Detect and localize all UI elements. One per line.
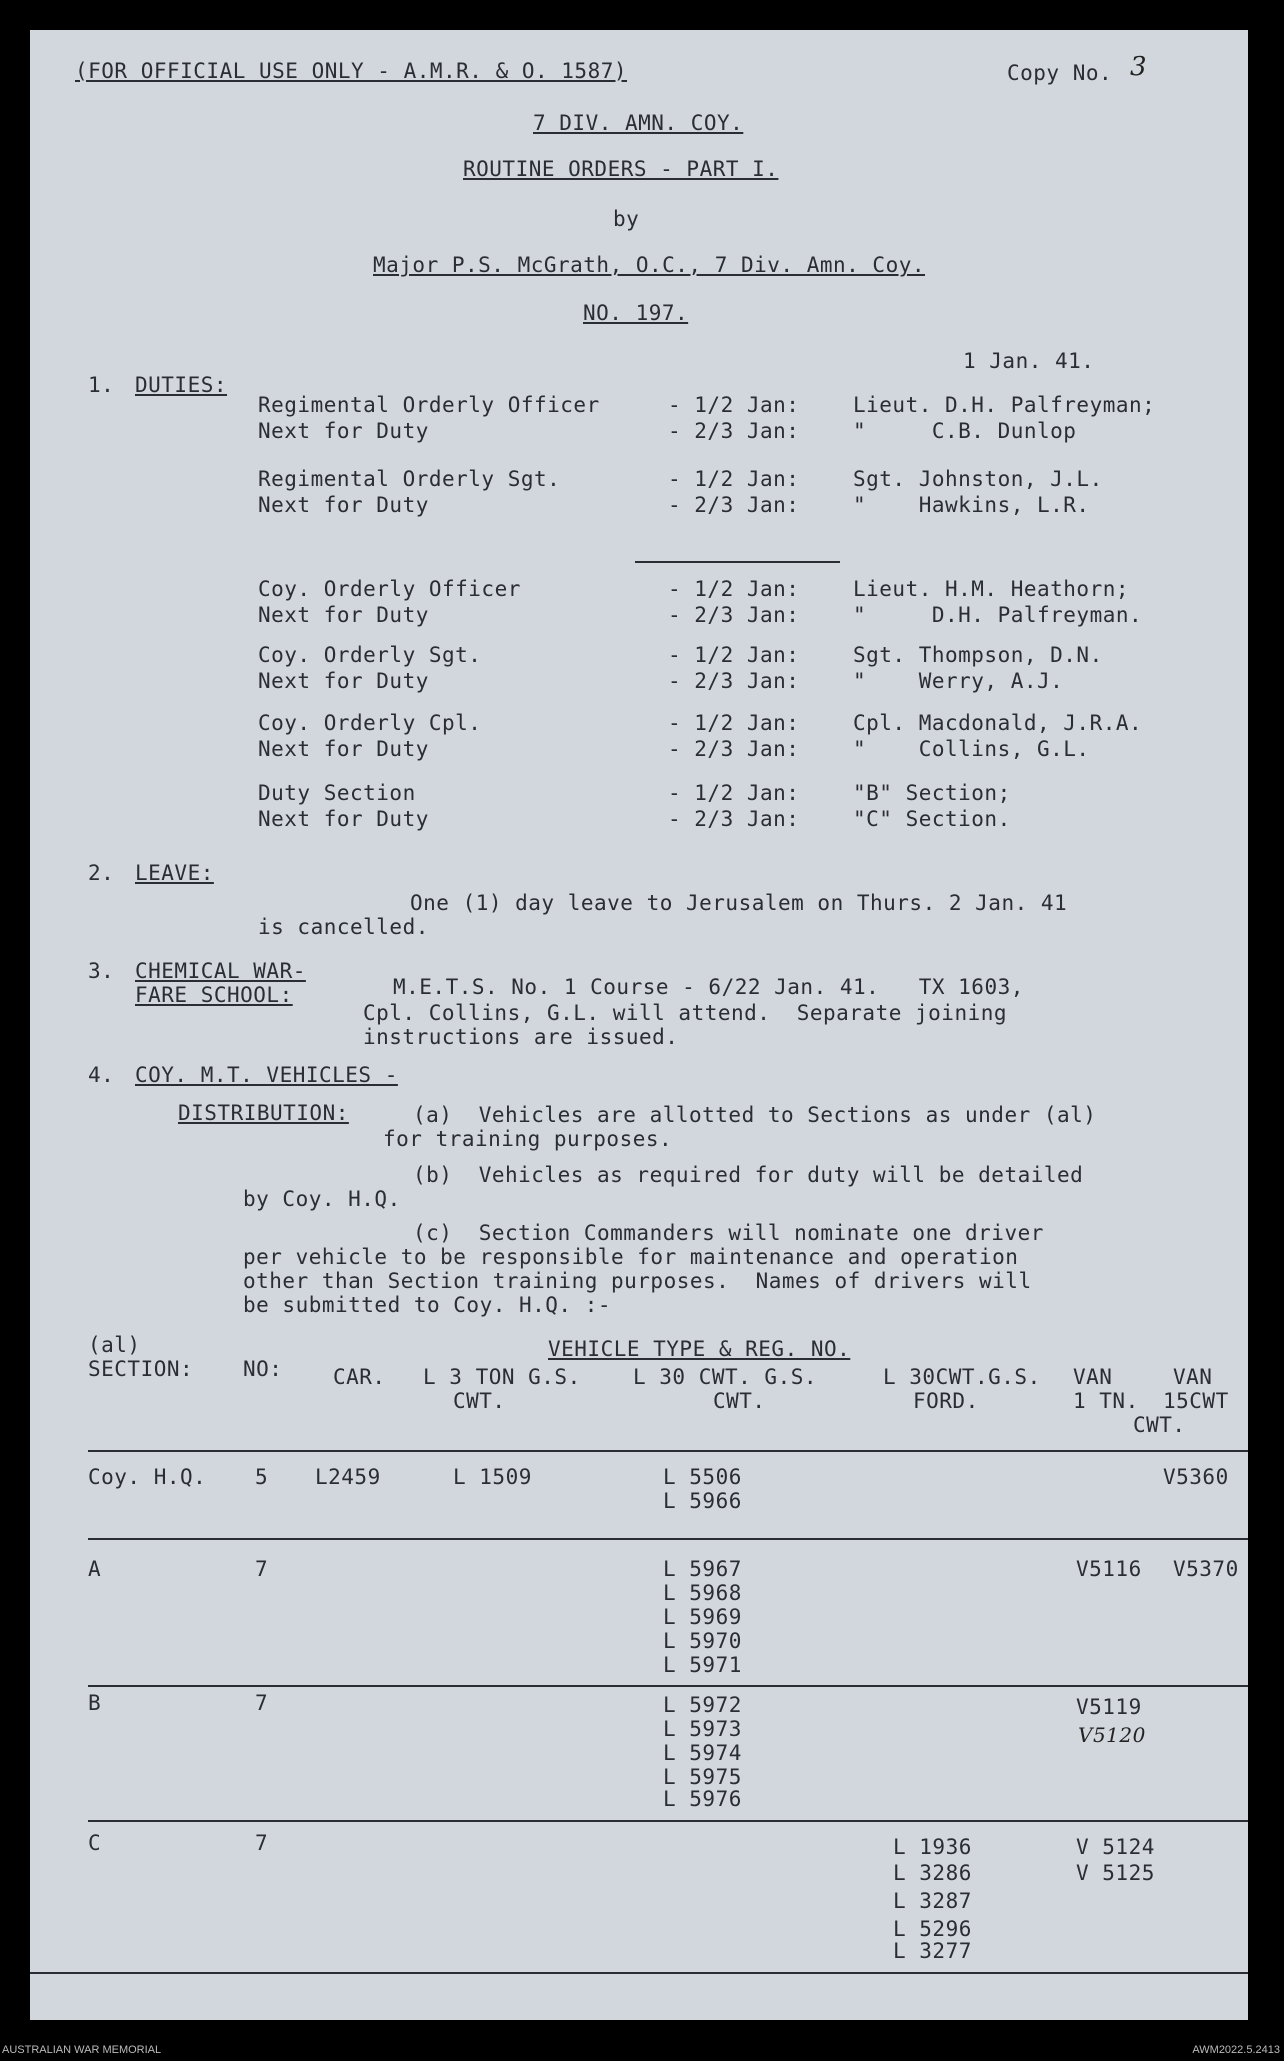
duty-role: Coy. Orderly Officer	[258, 577, 521, 601]
row-cwt30: L 5971	[663, 1653, 742, 1677]
van2-header: VAN	[1173, 1365, 1213, 1389]
duty-role: Coy. Orderly Cpl.	[258, 711, 482, 735]
copy-label: Copy No.	[1007, 61, 1113, 85]
van2-subheader: 15CWT	[1163, 1389, 1229, 1413]
para-a-2: for training purposes.	[383, 1127, 673, 1151]
ton3-header: L 3 TON G.S.	[423, 1365, 581, 1389]
duty-person: " D.H. Palfreyman.	[853, 603, 1143, 627]
row-no: 7	[255, 1831, 269, 1855]
cwt30-header: L 30 CWT. G.S.	[633, 1365, 818, 1389]
vehicles-number: 4.	[88, 1063, 115, 1087]
ford-subheader: FORD.	[913, 1389, 979, 1413]
duty-role: Next for Duty	[258, 807, 429, 831]
table-rule	[88, 1820, 1248, 1822]
row-cwt30: L 5975	[663, 1765, 742, 1789]
row-cwt30: L 5973	[663, 1717, 742, 1741]
duty-role: Regimental Orderly Sgt.	[258, 467, 561, 491]
restriction-notice: (FOR OFFICIAL USE ONLY - A.M.R. & O. 1587)	[75, 59, 628, 83]
para-b-2: by Coy. H.Q.	[243, 1187, 401, 1211]
row-van1: V5116	[1076, 1557, 1142, 1581]
row-no: 5	[255, 1465, 269, 1489]
duty-person: Lieut. D.H. Palfreyman;	[853, 393, 1156, 417]
table-ref: (al)	[88, 1333, 141, 1357]
order-number: NO. 197.	[583, 301, 689, 325]
duty-person: "C" Section.	[853, 807, 1011, 831]
chemical-heading-1: CHEMICAL WAR-	[135, 959, 306, 983]
row-cwt30: L 5972	[663, 1693, 742, 1717]
row-van1: V 5124	[1076, 1835, 1155, 1859]
row-ford: L 3287	[893, 1889, 972, 1913]
duty-person: Sgt. Thompson, D.N.	[853, 643, 1103, 667]
duty-date: - 1/2 Jan:	[668, 711, 800, 735]
ford-header: L 30CWT.G.S.	[883, 1365, 1041, 1389]
row-van1: V5119	[1076, 1695, 1142, 1719]
duty-role: Coy. Orderly Sgt.	[258, 643, 482, 667]
duty-role: Duty Section	[258, 781, 416, 805]
duty-person: " C.B. Dunlop	[853, 419, 1077, 443]
separator-line	[635, 561, 840, 563]
duty-date: - 1/2 Jan:	[668, 577, 800, 601]
duty-role: Next for Duty	[258, 737, 429, 761]
row-van2: V5360	[1163, 1465, 1229, 1489]
car-header: CAR.	[333, 1365, 386, 1389]
chemical-text-3: instructions are issued.	[363, 1025, 679, 1049]
duties-number: 1.	[88, 373, 115, 397]
row-section: A	[88, 1557, 102, 1581]
by-text: by	[613, 207, 640, 231]
row-van1: V 5125	[1076, 1861, 1155, 1885]
row-cwt30: L 5506	[663, 1465, 742, 1489]
table-rule	[88, 1538, 1248, 1540]
duty-date: - 2/3 Jan:	[668, 419, 800, 443]
row-cwt30: L 5976	[663, 1787, 742, 1811]
duty-date: - 1/2 Jan:	[668, 781, 800, 805]
footer-left: AUSTRALIAN WAR MEMORIAL	[2, 2044, 162, 2056]
chemical-heading-2: FARE SCHOOL:	[135, 983, 293, 1007]
duty-person: " Collins, G.L.	[853, 737, 1090, 761]
vehicle-type-header: VEHICLE TYPE & REG. NO.	[548, 1337, 851, 1361]
duty-role: Next for Duty	[258, 493, 429, 517]
row-cwt30: L 5970	[663, 1629, 742, 1653]
duty-person: Cpl. Macdonald, J.R.A.	[853, 711, 1143, 735]
duty-date: - 1/2 Jan:	[668, 643, 800, 667]
section-header: SECTION:	[88, 1357, 194, 1381]
duty-date: - 1/2 Jan:	[668, 393, 800, 417]
table-rule	[88, 1450, 1248, 1452]
para-c-2: per vehicle to be responsible for maintenance and operation	[243, 1245, 1019, 1269]
distribution-heading: DISTRIBUTION:	[178, 1101, 349, 1125]
table-rule	[88, 1685, 1248, 1687]
author-line: Major P.S. McGrath, O.C., 7 Div. Amn. Coy.	[373, 253, 926, 277]
order-date: 1 Jan. 41.	[963, 349, 1095, 373]
leave-heading: LEAVE:	[135, 861, 214, 885]
row-cwt30: L 5968	[663, 1581, 742, 1605]
table-rule	[30, 1972, 1248, 1974]
duty-role: Next for Duty	[258, 603, 429, 627]
row-section: C	[88, 1831, 102, 1855]
leave-text-1: One (1) day leave to Jerusalem on Thurs. 2 Jan. 41	[410, 891, 1068, 915]
row-ford: L 3286	[893, 1861, 972, 1885]
row-ton3: L 1509	[453, 1465, 532, 1489]
row-van2: V5370	[1173, 1557, 1239, 1581]
van1-subheader: 1 TN.	[1073, 1389, 1139, 1413]
duty-role: Regimental Orderly Officer	[258, 393, 600, 417]
duty-date: - 2/3 Jan:	[668, 737, 800, 761]
vehicles-heading: COY. M.T. VEHICLES -	[135, 1063, 398, 1087]
row-car: L2459	[315, 1465, 381, 1489]
chemical-text-1: M.E.T.S. No. 1 Course - 6/22 Jan. 41. TX 1603,	[393, 975, 1024, 999]
row-ford: L 1936	[893, 1835, 972, 1859]
van2-subheader-2: CWT.	[1133, 1413, 1186, 1437]
document-title: ROUTINE ORDERS - PART I.	[463, 157, 779, 181]
footer-right: AWM2022.5.2413	[1192, 2044, 1280, 2056]
row-no: 7	[255, 1691, 269, 1715]
duty-person: Lieut. H.M. Heathorn;	[853, 577, 1130, 601]
leave-text-2: is cancelled.	[258, 915, 429, 939]
para-b-1: (b) Vehicles as required for duty will be detailed	[413, 1163, 1084, 1187]
row-no: 7	[255, 1557, 269, 1581]
copy-number: 3	[1130, 52, 1148, 82]
chemical-text-2: Cpl. Collins, G.L. will attend. Separate joining	[363, 1001, 1008, 1025]
duty-date: - 2/3 Jan:	[668, 807, 800, 831]
row-cwt30: L 5967	[663, 1557, 742, 1581]
row-cwt30: L 5969	[663, 1605, 742, 1629]
duty-person: " Hawkins, L.R.	[853, 493, 1090, 517]
row-cwt30: L 5966	[663, 1489, 742, 1513]
row-ford: L 5296	[893, 1917, 972, 1941]
duty-person: "B" Section;	[853, 781, 1011, 805]
para-c-3: other than Section training purposes. Names of drivers will	[243, 1269, 1032, 1293]
row-ford: L 3277	[893, 1939, 972, 1963]
duty-role: Next for Duty	[258, 669, 429, 693]
cwt30-subheader: CWT.	[713, 1389, 766, 1413]
row-section: B	[88, 1691, 102, 1715]
ton3-subheader: CWT.	[453, 1389, 506, 1413]
para-a-1: (a) Vehicles are allotted to Sections as under (al)	[413, 1103, 1097, 1127]
no-header: NO:	[243, 1357, 283, 1381]
duty-person: Sgt. Johnston, J.L.	[853, 467, 1103, 491]
duty-date: - 2/3 Jan:	[668, 669, 800, 693]
unit-name: 7 DIV. AMN. COY.	[533, 111, 744, 135]
duty-person: " Werry, A.J.	[853, 669, 1064, 693]
para-c-4: be submitted to Coy. H.Q. :-	[243, 1293, 612, 1317]
duty-date: - 2/3 Jan:	[668, 603, 800, 627]
duty-role: Next for Duty	[258, 419, 429, 443]
row-section: Coy. H.Q.	[88, 1465, 207, 1489]
leave-number: 2.	[88, 861, 115, 885]
duties-heading: DUTIES:	[135, 373, 228, 397]
van1-header: VAN	[1073, 1365, 1113, 1389]
document-page	[30, 30, 1248, 2020]
row-cwt30: L 5974	[663, 1741, 742, 1765]
duty-date: - 2/3 Jan:	[668, 493, 800, 517]
handwritten-entry: V5120	[1078, 1723, 1146, 1747]
chemical-number: 3.	[88, 959, 115, 983]
duty-date: - 1/2 Jan:	[668, 467, 800, 491]
para-c-1: (c) Section Commanders will nominate one driver	[413, 1221, 1044, 1245]
